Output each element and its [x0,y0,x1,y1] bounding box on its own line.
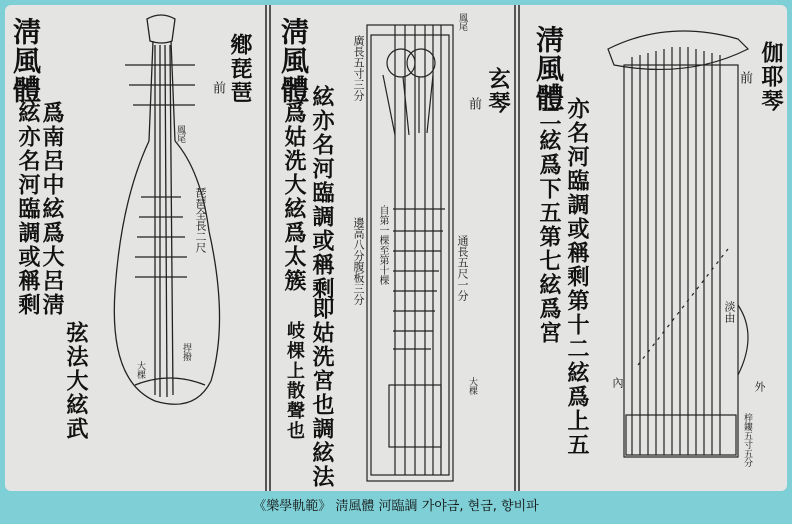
text-column: 絃亦名河臨調或稱剩 [309,85,335,301]
heading: 淸風體 [532,25,565,112]
label-curve: 淡由 [723,301,736,323]
text-column: 弦法大絃武 [63,321,89,441]
label-fret: 鳳尾 [175,125,185,143]
label-bottom: 大棵 [135,361,145,379]
label-center: 自第一棵至第十棵 [377,205,388,285]
text-column: 爲南呂中絃爲大呂淸 [39,101,65,317]
instrument-name: 鄕琵琶 [227,33,253,105]
panel-hyangbipa [5,5,267,491]
instrument-name: 伽耶琴 [758,41,784,113]
document-scan [5,5,787,491]
heading: 淸風體 [277,17,310,104]
text-column: 第十二絃爲上五 [564,289,590,457]
text-column: 即姑洗宮也調絃法 [309,297,335,489]
front-label: 前 [737,71,752,85]
label-in: 內 [611,377,624,388]
text-column: 亦名河臨調或稱剩 [564,97,590,289]
label-left: 廣長五寸三分 [352,35,365,101]
panel-geomungo [269,5,516,491]
heading: 淸風體 [9,17,42,104]
label-out: 外 [753,381,766,392]
front-label: 前 [210,81,225,95]
lute-drawing [5,5,267,491]
front-label: 前 [466,97,481,111]
label-bottom: 梓鏤五寸五分 [742,413,752,467]
gayageum-drawing [520,5,787,491]
image-caption: 《樂學軌範》 淸風體 河臨調 가야금, 현금, 향비파 [253,499,539,514]
text-column: 絃亦名河臨調或稱剩 [15,101,41,317]
geomungo-drawing [271,5,518,491]
label-top: 鳳尾 [457,13,467,31]
instrument-name: 玄琴 [485,67,511,115]
text-column: 二絃爲下五第七絃爲宮 [536,105,562,345]
label-left: 邊高八分腹板三分 [352,217,365,305]
text-column: 岐棵上散聲也 [284,321,305,441]
label-bottom: 大棵 [467,377,477,395]
panel-gayageum [518,5,787,491]
text-column: 爲姑洗大絃爲太簇 [281,101,307,293]
label-right: 通長五尺一分 [456,235,469,301]
label-body: 琵琶全長二尺 [194,187,207,253]
label-bridge: 捍撥 [181,343,191,361]
